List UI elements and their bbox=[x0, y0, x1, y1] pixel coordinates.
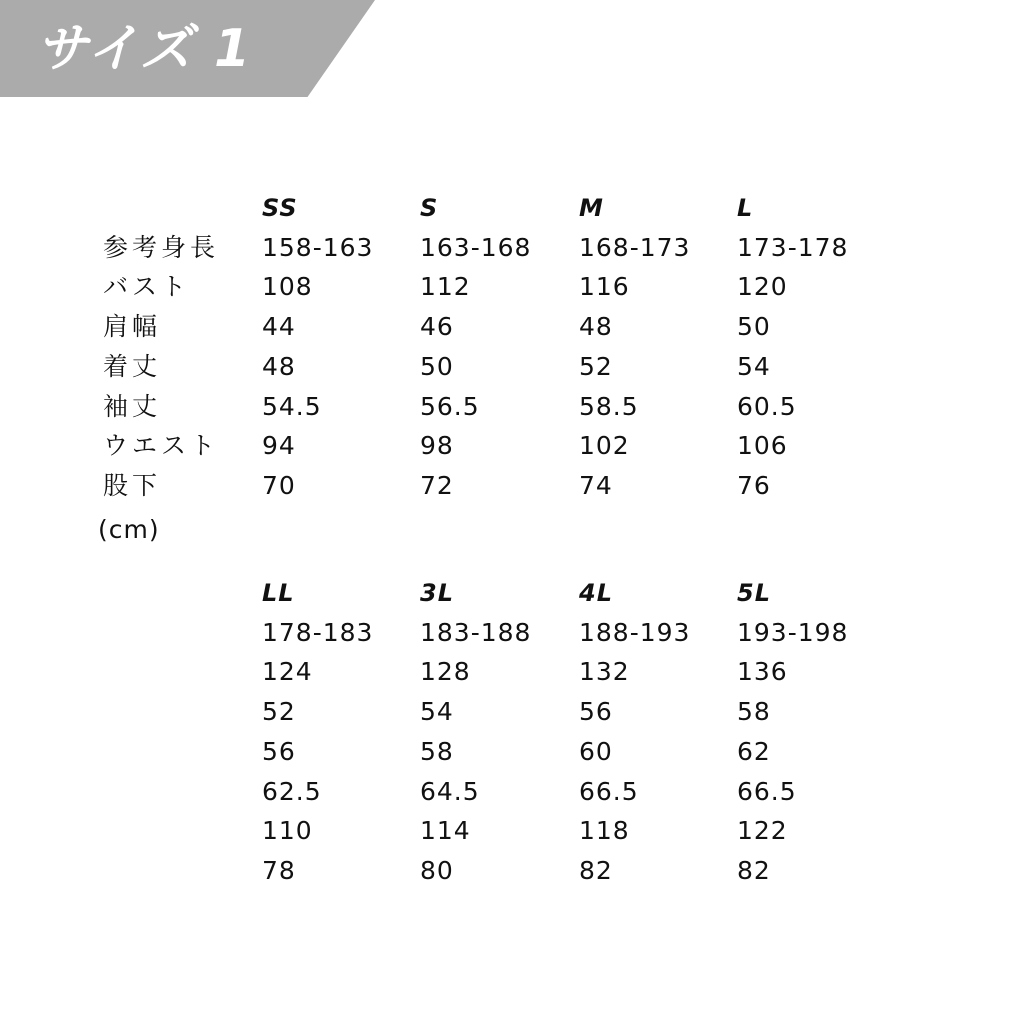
table-cell: 112 bbox=[420, 272, 471, 302]
row-label: 着丈 bbox=[103, 351, 162, 381]
table-cell: 98 bbox=[420, 431, 454, 461]
table-cell: 82 bbox=[737, 855, 771, 885]
table-cell: 48 bbox=[262, 351, 296, 381]
row-label: 袖丈 bbox=[103, 391, 162, 421]
table-cell: 56.5 bbox=[420, 391, 480, 421]
row-label: 肩幅 bbox=[103, 312, 162, 342]
table-cell: 78 bbox=[262, 855, 296, 885]
table-cell: 60 bbox=[579, 736, 613, 766]
table-cell: 163-168 bbox=[420, 232, 532, 262]
table-cell: 48 bbox=[579, 312, 613, 342]
table-cell: 173-178 bbox=[737, 232, 849, 262]
table-cell: 124 bbox=[262, 657, 313, 687]
table-cell: 106 bbox=[737, 431, 788, 461]
size-header: S bbox=[420, 194, 439, 222]
table-cell: 80 bbox=[420, 855, 454, 885]
table-cell: 193-198 bbox=[737, 617, 849, 647]
table-cell: 110 bbox=[262, 816, 313, 846]
table-cell: 114 bbox=[420, 816, 471, 846]
row-label: ウエスト bbox=[103, 431, 220, 461]
table-cell: 136 bbox=[737, 657, 788, 687]
table-cell: 128 bbox=[420, 657, 471, 687]
table-cell: 108 bbox=[262, 272, 313, 302]
table-cell: 178-183 bbox=[262, 617, 374, 647]
table-cell: 60.5 bbox=[737, 391, 797, 421]
table-cell: 50 bbox=[420, 351, 454, 381]
table-cell: 56 bbox=[262, 736, 296, 766]
table-cell: 54.5 bbox=[262, 391, 322, 421]
size-header: M bbox=[579, 194, 604, 222]
size-header: 5L bbox=[737, 579, 771, 607]
table-cell: 188-193 bbox=[579, 617, 691, 647]
table-cell: 94 bbox=[262, 431, 296, 461]
table-cell: 158-163 bbox=[262, 232, 374, 262]
table-cell: 72 bbox=[420, 470, 454, 500]
table-cell: 62.5 bbox=[262, 776, 322, 806]
table-cell: 122 bbox=[737, 816, 788, 846]
table-cell: 70 bbox=[262, 470, 296, 500]
table-cell: 56 bbox=[579, 697, 613, 727]
size-header: LL bbox=[262, 579, 295, 607]
table-cell: 58 bbox=[737, 697, 771, 727]
row-label: 股下 bbox=[103, 470, 162, 500]
table-cell: 50 bbox=[737, 312, 771, 342]
table-cell: 120 bbox=[737, 272, 788, 302]
size-header: SS bbox=[262, 194, 298, 222]
table-cell: 54 bbox=[420, 697, 454, 727]
table-cell: 168-173 bbox=[579, 232, 691, 262]
table-cell: 132 bbox=[579, 657, 630, 687]
table-cell: 52 bbox=[262, 697, 296, 727]
table-cell: 52 bbox=[579, 351, 613, 381]
table-cell: 54 bbox=[737, 351, 771, 381]
table-cell: 64.5 bbox=[420, 776, 480, 806]
table-cell: 74 bbox=[579, 470, 613, 500]
unit-label: (cm) bbox=[98, 515, 160, 544]
size-header: L bbox=[737, 194, 754, 222]
row-label: バスト bbox=[103, 272, 191, 302]
table-cell: 62 bbox=[737, 736, 771, 766]
table-cell: 76 bbox=[737, 470, 771, 500]
table-cell: 58 bbox=[420, 736, 454, 766]
table-cell: 102 bbox=[579, 431, 630, 461]
size-header: 4L bbox=[579, 579, 613, 607]
table-cell: 118 bbox=[579, 816, 630, 846]
page-title: サイズ 1 bbox=[36, 19, 253, 79]
row-label: 参考身長 bbox=[103, 232, 220, 262]
table-cell: 183-188 bbox=[420, 617, 532, 647]
table-cell: 116 bbox=[579, 272, 630, 302]
size-header: 3L bbox=[420, 579, 454, 607]
table-cell: 46 bbox=[420, 312, 454, 342]
table-cell: 66.5 bbox=[737, 776, 797, 806]
table-cell: 44 bbox=[262, 312, 296, 342]
table-cell: 58.5 bbox=[579, 391, 639, 421]
table-cell: 82 bbox=[579, 855, 613, 885]
table-cell: 66.5 bbox=[579, 776, 639, 806]
